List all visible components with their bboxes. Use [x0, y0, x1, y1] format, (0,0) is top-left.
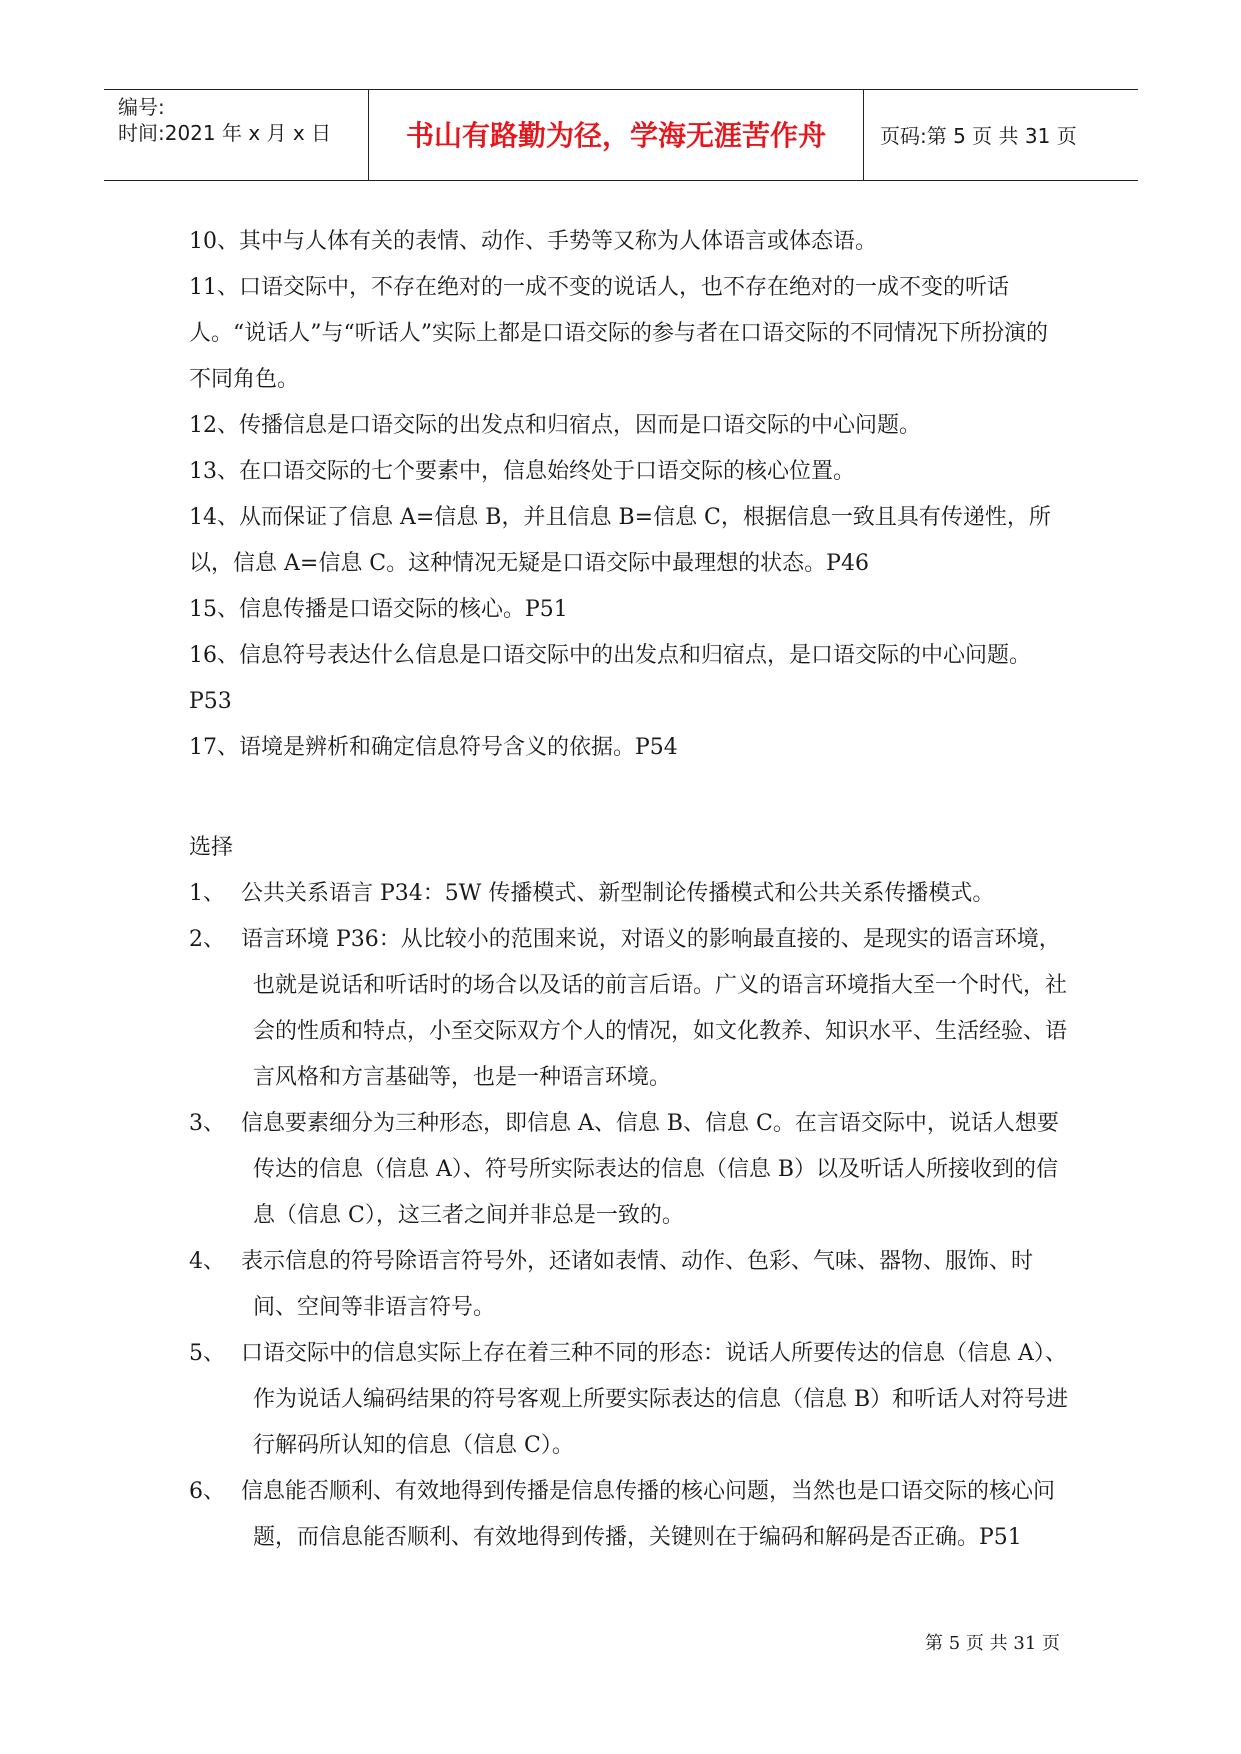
- choice-item-number: 3、: [189, 1111, 225, 1136]
- choice-item-text: 信息要素细分为三种形态，即信息 A、信息 B、信息 C。在言语交际中，说话人想要传达的信息（信息 A）、符号所实际表达的信息（信息 B）以及听话人所接收到的信息（信息 C），这三者之间并非总是一致的。: [241, 1111, 1059, 1228]
- choice-item: [189, 917, 1069, 1101]
- choice-item-number: 6、: [189, 1479, 225, 1504]
- paragraph-10: 10、其中与人体有关的表情、动作、手势等又称为人体语言或体态语。: [189, 229, 877, 254]
- paragraph-12: 12、传播信息是口语交际的出发点和归宿点，因而是口语交际的中心问题。: [189, 413, 921, 438]
- choice-item-number: 4、: [189, 1249, 225, 1274]
- page-header: [104, 89, 1138, 181]
- paragraph-11: 11、口语交际中，不存在绝对的一成不变的说话人，也不存在绝对的一成不变的听话人。“说话人”与“听话人”实际上都是口语交际的参与者在口语交际的不同情况下所扮演的不同角色。: [189, 275, 1048, 392]
- page-footer: 第 5 页 共 31 页: [925, 1633, 1060, 1654]
- document-body: [189, 219, 1069, 1561]
- paragraph-15: 15、信息传播是口语交际的核心。P51: [189, 597, 568, 622]
- choice-item-text: 信息能否顺利、有效地得到传播是信息传播的核心问题，当然也是口语交际的核心问题，而信息能否顺利、有效地得到传播，关键则在于编码和解码是否正确。P51: [241, 1479, 1056, 1550]
- choice-item: [189, 1331, 1069, 1469]
- choice-item-text: 语言环境 P36：从比较小的范围来说，对语义的影响最直接的、是现实的语言环境，也就是说话和听话时的场合以及话的前言后语。广义的语言环境指大至一个时代，社会的性质和特点，小至交际双方个人的情况，如文化教养、知识水平、生活经验、语言风格和方言基础等，也是一种语言环境。: [241, 927, 1068, 1090]
- header-motto-cell: [368, 90, 864, 180]
- choice-item: [189, 1239, 1069, 1331]
- choice-item-text: 表示信息的符号除语言符号外，还诸如表情、动作、色彩、气味、器物、服饰、时间、空间等非语言符号。: [241, 1249, 1034, 1320]
- header-page-cell: [864, 90, 1138, 180]
- paragraph-16: 16、信息符号表达什么信息是口语交际中的出发点和归宿点，是口语交际的中心问题。P53: [189, 643, 1031, 714]
- paragraph-14: 14、从而保证了信息 A=信息 B，并且信息 B=信息 C，根据信息一致且具有传递性，所以，信息 A=信息 C。这种情况无疑是口语交际中最理想的状态。P46: [189, 505, 1051, 576]
- header-meta-cell: [104, 90, 368, 180]
- paragraph-17: 17、语境是辨析和确定信息符号含义的依据。P54: [189, 735, 678, 760]
- choice-item-text: 口语交际中的信息实际上存在着三种不同的形态：说话人所要传达的信息（信息 A）、作为说话人编码结果的符号客观上所要实际表达的信息（信息 B）和听话人对符号进行解码所认知的信息（信息 C）。: [241, 1341, 1069, 1458]
- document-time-label: 时间:2021 年 x 月 x 日: [118, 121, 332, 145]
- paragraph-13: 13、在口语交际的七个要素中，信息始终处于口语交际的核心位置。: [189, 459, 855, 484]
- document-number-label: 编号:: [118, 95, 165, 119]
- section-spacer: [189, 771, 1069, 825]
- choice-item: [189, 871, 1069, 917]
- choice-item: [189, 1469, 1069, 1561]
- section-heading-choice: 选择: [189, 835, 234, 860]
- header-motto: 书山有路勤为径，学海无涯苦作舟: [405, 119, 826, 152]
- choice-item-number: 1、: [189, 881, 225, 906]
- choice-item-text: 公共关系语言 P34：5W 传播模式、新型制论传播模式和公共关系传播模式。: [241, 881, 995, 906]
- header-page-info: 页码:第 5 页 共 31 页: [880, 124, 1077, 148]
- choice-item-number: 5、: [189, 1341, 225, 1366]
- choice-item: [189, 1101, 1069, 1239]
- choice-item-number: 2、: [189, 927, 225, 952]
